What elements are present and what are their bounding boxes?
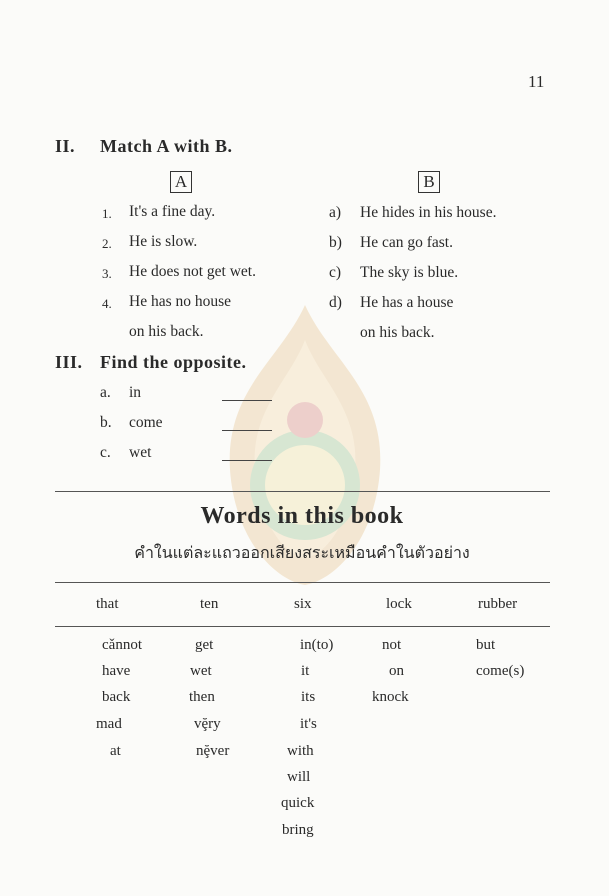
b-item-b-letter: b) (329, 234, 342, 251)
word-lock-2: on (389, 663, 404, 679)
column-head-that: that (96, 596, 119, 612)
word-ten-3: then (189, 689, 215, 705)
page-number: 11 (528, 72, 545, 91)
word-rubber-2: come(s) (476, 663, 525, 679)
a-item-1-text: It's a fine day. (129, 203, 216, 220)
column-head-rubber: rubber (478, 596, 518, 612)
a-item-3-text: He does not get wet. (129, 263, 256, 280)
b-item-c-text: The sky is blue. (360, 264, 459, 281)
a-item-2-number: 2. (102, 236, 112, 251)
opposite-c-blank[interactable] (222, 460, 272, 461)
word-six-5: with (287, 743, 314, 759)
opposite-a-word: in (129, 384, 142, 401)
section-3-numeral: III. (55, 352, 83, 372)
words-subtitle: คำในแต่ละแถวออกเสียงสระเหมือนคำในตัวอย่าง (134, 543, 470, 562)
word-ten-5: nḝver (196, 743, 230, 759)
section-2-numeral: II. (55, 136, 76, 156)
opposite-a-blank[interactable] (222, 400, 272, 401)
table-rule-top (55, 582, 550, 583)
opposite-c-letter: c. (100, 444, 111, 461)
opposite-b-blank[interactable] (222, 430, 272, 431)
word-six-4: it's (300, 716, 317, 732)
opposite-b-letter: b. (100, 414, 112, 431)
word-that-1: cǎnnot (102, 637, 142, 653)
word-six-7: quick (281, 795, 315, 811)
word-rubber-1: but (476, 637, 496, 653)
word-ten-4: vḝry (194, 716, 221, 732)
word-six-1: in(to) (300, 637, 334, 653)
opposite-b-word: come (129, 414, 163, 431)
word-six-2: it (301, 663, 310, 679)
word-six-8: bring (282, 822, 314, 838)
opposite-a-letter: a. (100, 384, 111, 401)
word-six-6: will (287, 769, 311, 785)
column-head-lock: lock (386, 596, 412, 612)
divider-top (55, 491, 550, 492)
b-item-a-text: He hides in his house. (360, 204, 497, 221)
word-that-2: have (102, 663, 131, 679)
a-item-2-text: He is slow. (129, 233, 198, 250)
word-that-4: mad (96, 716, 122, 732)
b-item-b-text: He can go fast. (360, 234, 453, 251)
table-rule-header (55, 626, 550, 627)
a-item-4-text: He has no house (129, 293, 232, 310)
b-item-c-letter: c) (329, 264, 342, 281)
column-b-label: B (418, 171, 440, 193)
word-six-3: its (301, 689, 316, 705)
opposite-c-word: wet (129, 444, 152, 461)
b-item-d-text: He has a house (360, 294, 454, 311)
word-that-5: at (110, 743, 121, 759)
column-head-ten: ten (200, 596, 219, 612)
column-head-six: six (294, 596, 312, 612)
word-ten-1: get (195, 637, 214, 653)
a-item-4-continued: on his back. (129, 323, 204, 340)
word-lock-1: not (382, 637, 402, 653)
column-a-label: A (170, 171, 192, 193)
a-item-1-number: 1. (102, 206, 112, 221)
b-item-d-letter: d) (329, 294, 342, 311)
b-item-a-letter: a) (329, 204, 342, 221)
section-3-title: Find the opposite. (100, 352, 247, 372)
words-title: Words in this book (200, 503, 404, 529)
a-item-4-number: 4. (102, 296, 112, 311)
word-lock-3: knock (372, 689, 409, 705)
word-that-3: back (102, 689, 131, 705)
word-ten-2: wet (190, 663, 212, 679)
a-item-3-number: 3. (102, 266, 112, 281)
b-item-d-continued: on his back. (360, 324, 435, 341)
section-2-title: Match A with B. (100, 136, 233, 156)
